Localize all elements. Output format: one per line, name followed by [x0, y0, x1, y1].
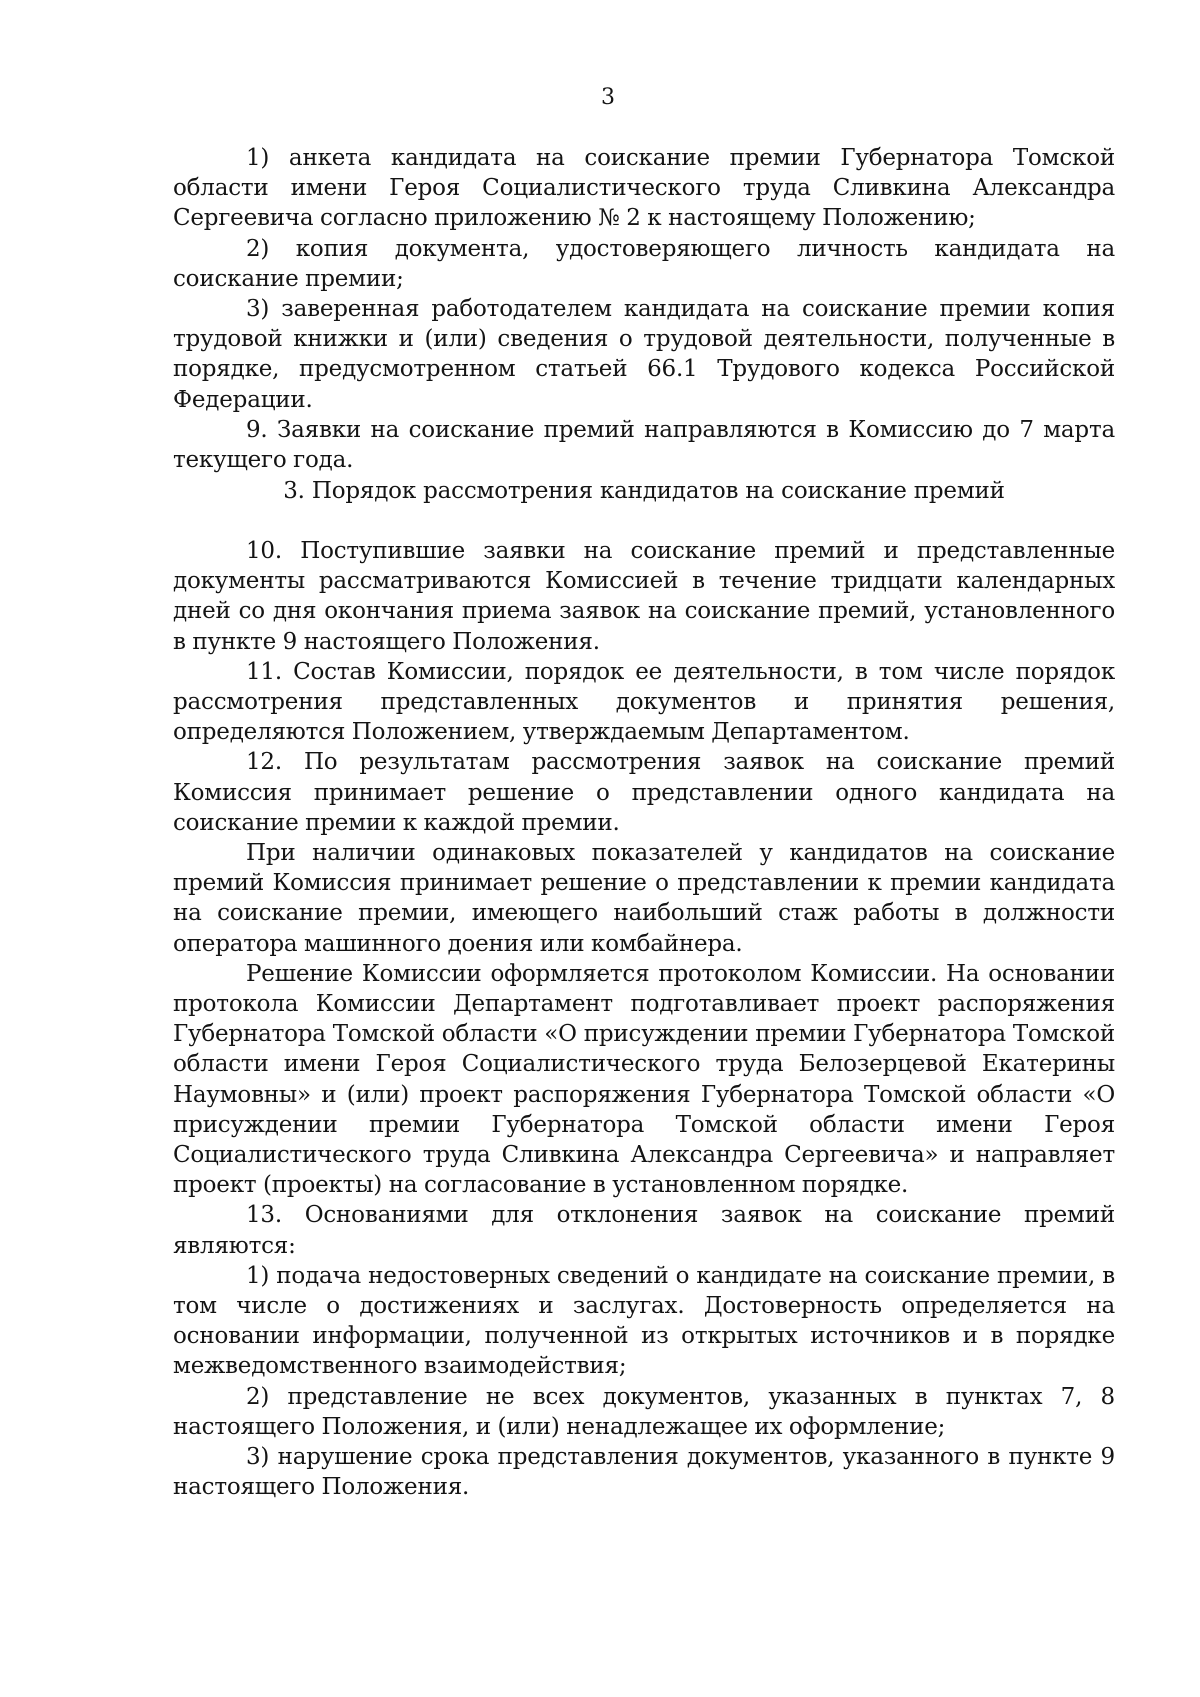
paragraph: 3) нарушение срока представления документов, указанного в пункте 9 настоящего Положения. — [173, 1444, 1115, 1501]
paragraph: 11. Состав Комиссии, порядок ее деятельности, в том числе порядок рассмотрения представленных документов и принятия решения, определяются Положением, утверждаемым Департаментом. — [173, 658, 1115, 746]
section-3-text — [173, 536, 1115, 1503]
page-number: 3 — [601, 85, 615, 110]
paragraph: 13. Основаниями для отклонения заявок на соискание премий являются: — [173, 1202, 1115, 1259]
paragraph: 10. Поступившие заявки на соискание премий и представленные документы рассматриваются Комиссией в течение тридцати календарных дней со дня окончания приема заявок на соискание премий, установленного в пункте 9 настоящего Положения. — [173, 538, 1115, 655]
section-1-text — [173, 143, 1115, 475]
paragraph: Решение Комиссии оформляется протоколом Комиссии. На основании протокола Комиссии Департамент подготавливает проект распоряжения Губернатора Томской области «О присуждении премии Губернатора Томской области имени Героя Социалистического труда Белозерцевой Екатерины Наумовны» и (или) проект распоряжения Губернатора Томской области «О присуждении премии Губернатора Томской области имени Героя Социалистического труда Сливкина Александра Сергеевича» и направляет проект (проекты) на согласование в установленном порядке. — [173, 960, 1115, 1199]
paragraph: 2) представление не всех документов, указанных в пунктах 7, 8 настоящего Положения, и (или) ненадлежащее их оформление; — [173, 1383, 1115, 1440]
section-3-heading: 3. Порядок рассмотрения кандидатов на соискание премий — [283, 478, 1005, 504]
paragraph: При наличии одинаковых показателей у кандидатов на соискание премий Комиссия принимает решение о представлении к премии кандидата на соискание премии, имеющего наибольший стаж работы в должности оператора машинного доения или комбайнера. — [173, 840, 1115, 957]
paragraph: 1) подача недостоверных сведений о кандидате на соискание премии, в том числе о достижениях и заслугах. Достоверность определяется на основании информации, полученной из открытых источников и в порядке межведомственного взаимодействия; — [173, 1262, 1115, 1380]
paragraph: 9. Заявки на соискание премий направляются в Комиссию до 7 марта текущего года. — [173, 416, 1115, 474]
paragraph: 3) заверенная работодателем кандидата на соискание премии копия трудовой книжки и (или) сведения о трудовой деятельности, полученные в порядке, предусмотренном статьей 66.1 Трудового кодекса Российской Федерации. — [173, 296, 1115, 413]
paragraph: 2) копия документа, удостоверяющего личность кандидата на соискание премии; — [173, 235, 1115, 292]
paragraph: 1) анкета кандидата на соискание премии Губернатора Томской области имени Героя Социалистического труда Сливкина Александра Сергеевича согласно приложению № 2 к настоящему Положению; — [173, 145, 1115, 232]
paragraph: 12. По результатам рассмотрения заявок на соискание премий Комиссия принимает решение о представлении одного кандидата на соискание премии к каждой премии. — [173, 749, 1115, 836]
